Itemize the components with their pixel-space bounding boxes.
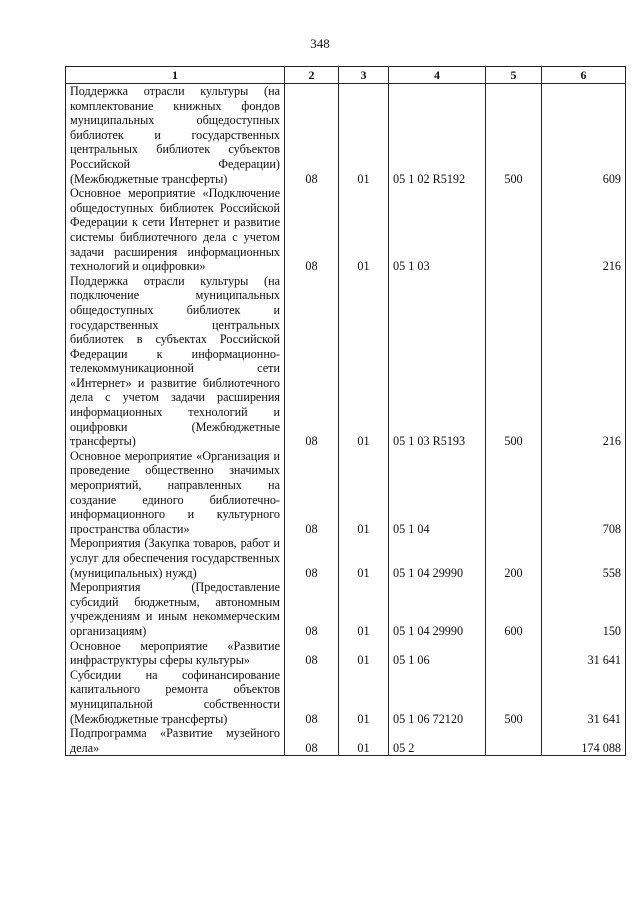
row-subsection: 01 xyxy=(339,84,389,187)
row-target-article: 05 1 06 72120 xyxy=(389,668,486,726)
row-target-article: 05 1 04 29990 xyxy=(389,536,486,580)
row-expense-type: 600 xyxy=(486,580,542,638)
row-target-article: 05 1 02 R5192 xyxy=(389,84,486,187)
table-row xyxy=(66,186,626,274)
row-section: 08 xyxy=(285,449,339,537)
budget-table xyxy=(65,66,626,756)
row-section: 08 xyxy=(285,726,339,756)
row-expense-type xyxy=(486,449,542,537)
row-expense-type: 500 xyxy=(486,668,542,726)
header-row xyxy=(66,67,626,84)
row-amount: 609 xyxy=(542,84,626,187)
row-target-article: 05 1 04 29990 xyxy=(389,580,486,638)
row-section: 08 xyxy=(285,536,339,580)
row-name: Основное мероприятие «Организация и проведение общественно значимых мероприятий, направленных на создание единого библиотечно-информационного и культурного пространства области» xyxy=(66,449,285,537)
column-header-1: 1 xyxy=(66,67,285,84)
row-name: Основное мероприятие «Подключение общедоступных библиотек Российской Федерации к сети Интернет и развитие системы библиотечного дела с учетом задачи расширения информационных технологий и оцифровки» xyxy=(66,186,285,274)
row-amount: 216 xyxy=(542,274,626,449)
row-subsection: 01 xyxy=(339,274,389,449)
column-header-4: 4 xyxy=(389,67,486,84)
row-section: 08 xyxy=(285,274,339,449)
row-amount: 558 xyxy=(542,536,626,580)
column-header-5: 5 xyxy=(486,67,542,84)
row-name: Мероприятия (Закупка товаров, работ и услуг для обеспечения государственных (муниципальных) нужд) xyxy=(66,536,285,580)
row-expense-type: 500 xyxy=(486,84,542,187)
row-expense-type xyxy=(486,726,542,756)
row-expense-type xyxy=(486,639,542,668)
row-target-article: 05 1 06 xyxy=(389,639,486,668)
row-name: Подпрограмма «Развитие музейного дела» xyxy=(66,726,285,756)
column-header-2: 2 xyxy=(285,67,339,84)
table-row xyxy=(66,580,626,638)
table-row xyxy=(66,274,626,449)
row-target-article: 05 1 03 xyxy=(389,186,486,274)
row-name: Субсидии на софинансирование капитального ремонта объектов муниципальной собственности (Межбюджетные трансферты) xyxy=(66,668,285,726)
table-row xyxy=(66,84,626,187)
row-subsection: 01 xyxy=(339,449,389,537)
row-subsection: 01 xyxy=(339,580,389,638)
row-target-article: 05 1 03 R5193 xyxy=(389,274,486,449)
row-section: 08 xyxy=(285,186,339,274)
table-row xyxy=(66,639,626,668)
table-row xyxy=(66,536,626,580)
row-target-article: 05 2 xyxy=(389,726,486,756)
row-section: 08 xyxy=(285,84,339,187)
row-subsection: 01 xyxy=(339,639,389,668)
row-subsection: 01 xyxy=(339,536,389,580)
row-name: Основное мероприятие «Развитие инфраструктуры сферы культуры» xyxy=(66,639,285,668)
row-expense-type xyxy=(486,186,542,274)
row-subsection: 01 xyxy=(339,668,389,726)
row-expense-type: 500 xyxy=(486,274,542,449)
row-amount: 31 641 xyxy=(542,668,626,726)
column-header-3: 3 xyxy=(339,67,389,84)
row-amount: 216 xyxy=(542,186,626,274)
row-amount: 31 641 xyxy=(542,639,626,668)
column-header-6: 6 xyxy=(542,67,626,84)
table-row xyxy=(66,449,626,537)
table-body xyxy=(66,84,626,756)
row-name: Мероприятия (Предоставление субсидий бюджетным, автономным учреждениям и иным некоммерческим организациям) xyxy=(66,580,285,638)
row-target-article: 05 1 04 xyxy=(389,449,486,537)
row-section: 08 xyxy=(285,639,339,668)
row-name: Поддержка отрасли культуры (на комплектование книжных фондов муниципальных общедоступных библиотек и государственных центральных библиотек субъектов Российской Федерации) (Межбюджетные трансферты) xyxy=(66,84,285,187)
row-amount: 174 088 xyxy=(542,726,626,756)
row-amount: 150 xyxy=(542,580,626,638)
row-name: Поддержка отрасли культуры (на подключение муниципальных общедоступных библиотек и государственных центральных библиотек в субъектах Российской Федерации к информационно-телекоммуникационной сети «Интернет» и развитие библиотечного дела с учетом задачи расширения информационных технологий и оцифровки (Межбюджетные трансферты) xyxy=(66,274,285,449)
row-expense-type: 200 xyxy=(486,536,542,580)
table-row xyxy=(66,668,626,726)
row-subsection: 01 xyxy=(339,726,389,756)
row-section: 08 xyxy=(285,668,339,726)
row-subsection: 01 xyxy=(339,186,389,274)
table-row xyxy=(66,726,626,756)
row-amount: 708 xyxy=(542,449,626,537)
page-number: 348 xyxy=(310,36,330,51)
row-section: 08 xyxy=(285,580,339,638)
